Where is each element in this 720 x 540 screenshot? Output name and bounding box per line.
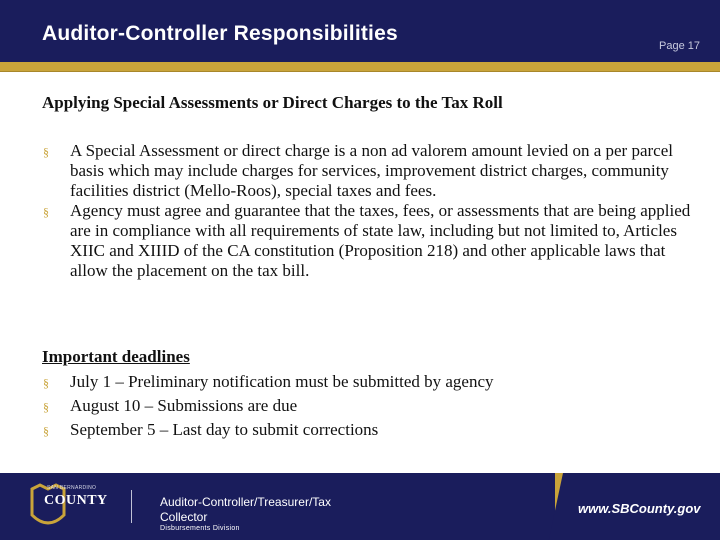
bullet-text: A Special Assessment or direct charge is a non ad valorem amount levied on a per parcel basis which may include charges for services, improvement district charges, community facilities district (Mello-Roos), special taxes and fees. — [70, 141, 673, 200]
list-item — [42, 370, 494, 394]
list-item — [42, 394, 494, 418]
website-link[interactable]: www.SBCounty.gov — [578, 501, 701, 516]
page-number: Page 17 — [659, 40, 700, 52]
division-name: Disbursements Division — [160, 525, 240, 532]
list-item — [42, 418, 494, 442]
list-item — [42, 201, 692, 281]
footer-divider — [131, 490, 132, 523]
bullet-list — [42, 141, 692, 281]
logo-small-text: SAN BERNARDINO — [47, 485, 97, 491]
bullet-text: Agency must agree and guarantee that the taxes, fees, or assessments that are being applied are in compliance with all requirements of state law, including but not limited to, Articles XIIC and XIIID of the CA constitution (Proposition 218) and other applicable laws that allow the placement on the tax bill. — [70, 201, 691, 280]
title-bar — [0, 0, 720, 62]
list-item — [42, 141, 692, 201]
deadlines-list — [42, 370, 494, 442]
bullet-icon: § — [43, 145, 49, 159]
footer-bar — [0, 473, 720, 540]
deadline-text: August 10 – Submissions are due — [70, 396, 298, 415]
section-subtitle: Applying Special Assessments or Direct Charges to the Tax Roll — [42, 93, 503, 112]
bullet-icon: § — [43, 424, 49, 438]
slide-title: Auditor-Controller Responsibilities — [42, 22, 398, 45]
deadline-text: September 5 – Last day to submit corrections — [70, 420, 379, 439]
bullet-icon: § — [43, 400, 49, 414]
accent-line — [0, 71, 720, 72]
accent-band — [0, 62, 720, 71]
deadlines-heading: Important deadlines — [42, 347, 190, 366]
deadline-text: July 1 – Preliminary notification must be submitted by agency — [70, 372, 494, 391]
department-name: Auditor-Controller/Treasurer/Tax Collector — [160, 495, 331, 524]
bullet-icon: § — [43, 376, 49, 390]
logo-wordmark: COUNTY — [44, 493, 108, 508]
bullet-icon: § — [43, 205, 49, 219]
